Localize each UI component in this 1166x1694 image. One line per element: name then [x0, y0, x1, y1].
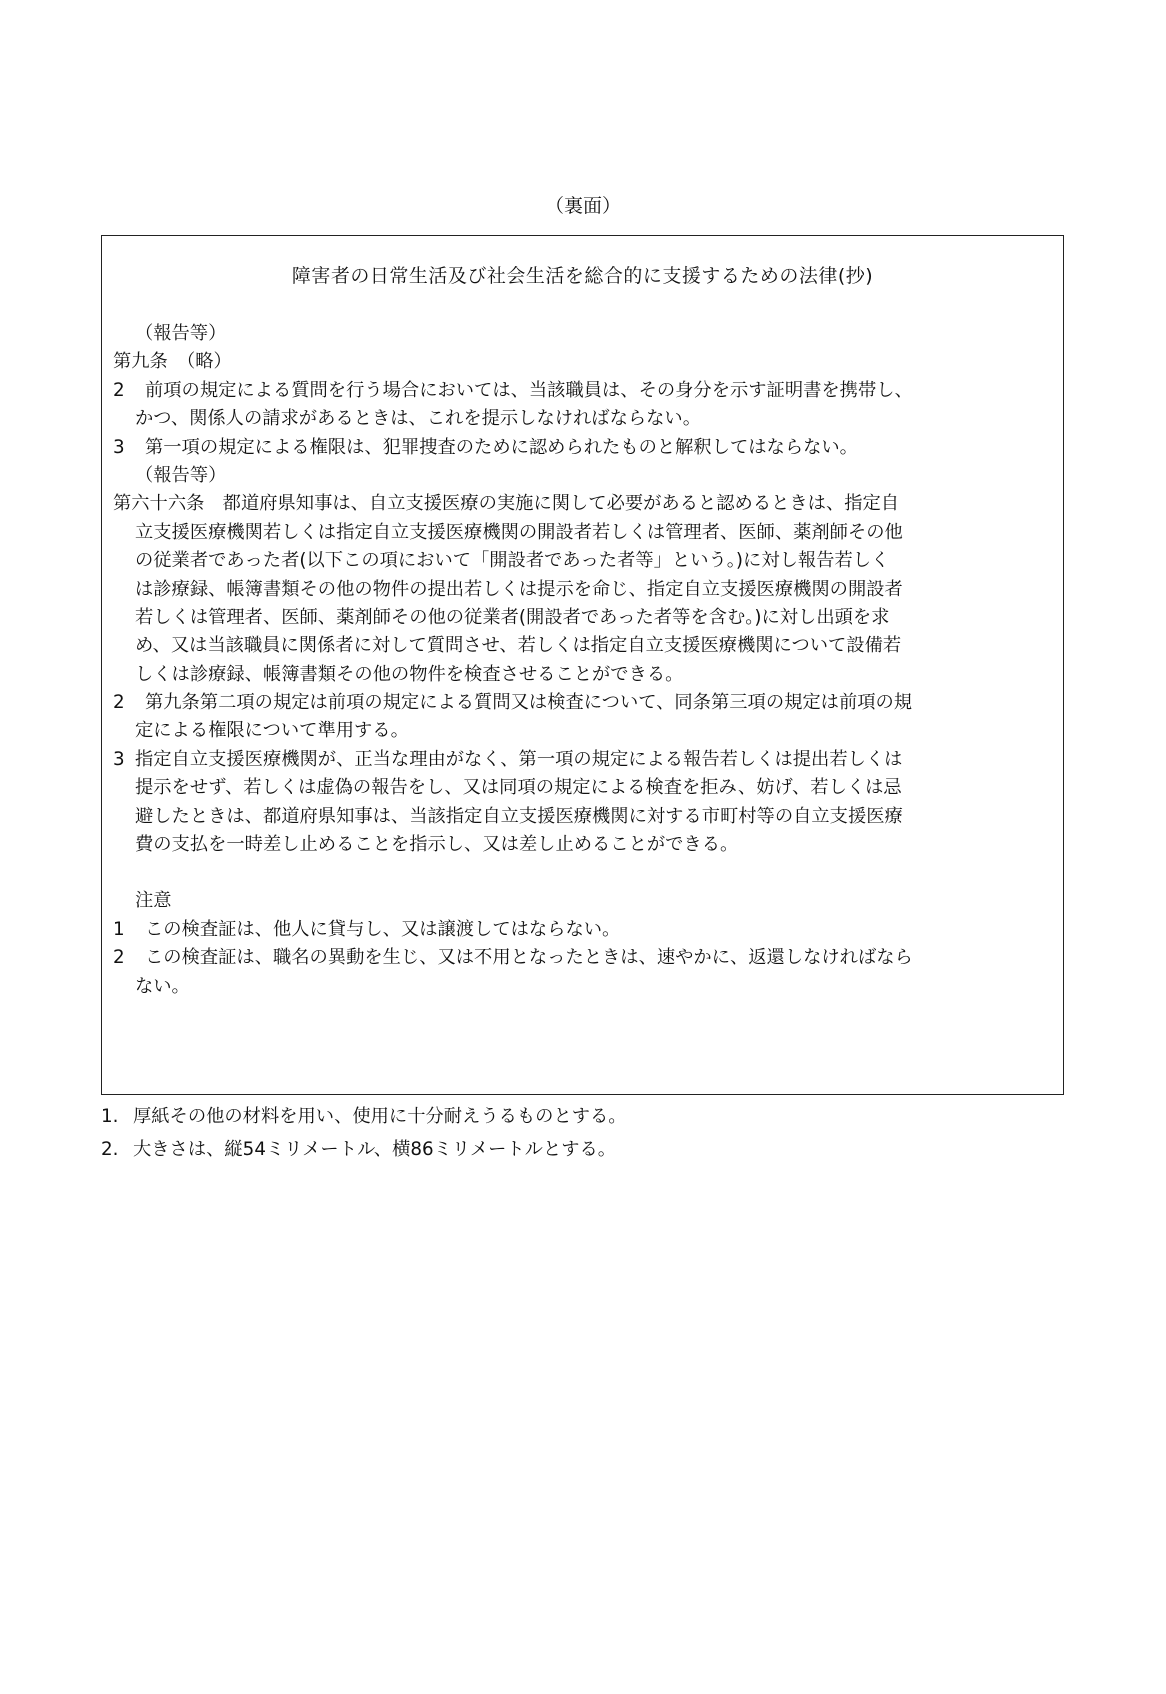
article-text: 第六十六条 都道府県知事は、自立支援医療の実施に関して必要があると認めるときは、指定自 [113, 493, 900, 515]
article-66-paragraph-3 [113, 746, 1058, 860]
article-text: め、又は当該職員に関係者に対して質問させ、若しくは指定自立支援医療機関について設備若 [135, 635, 902, 657]
notice-item-1 [113, 916, 1058, 944]
paragraph-text: 提示をせず、若しくは虚偽の報告をし、又は同項の規定による検査を拒み、妨げ、若しくは忌 [135, 777, 902, 799]
paragraph-text: 避したときは、都道府県知事は、当該指定自立支援医療機関に対する市町村等の自立支援医療 [135, 805, 903, 827]
paragraph-number: 3 [113, 436, 125, 458]
footnote-text: 大きさは、縦54ミリメートル、横86ミリメートルとする。 [133, 1139, 617, 1160]
paragraph-number: 3 [113, 748, 125, 770]
paragraph-text: 第九条第二項の規定は前項の規定による質問又は検査について、同条第三項の規定は前項の規 [145, 692, 913, 714]
paragraph-text: 第一項の規定による権限は、犯罪捜査のために認められたものと解釈してはならない。 [145, 436, 858, 458]
notice-text: ない。 [135, 975, 190, 997]
paragraph-number: 2 [113, 379, 125, 401]
notice-text: この検査証は、他人に貸与し、又は譲渡してはならない。 [145, 918, 621, 940]
article-9-heading: 第九条 （略） [113, 351, 232, 373]
certificate-back-card [101, 235, 1064, 1095]
paragraph-text: 指定自立支援医療機関が、正当な理由がなく、第一項の規定による報告若しくは提出若しくは [135, 748, 903, 770]
article-66 [113, 490, 1058, 689]
footnote-2 [101, 1133, 1064, 1166]
footnote-text: 厚紙その他の材料を用い、使用に十分耐えうるものとする。 [133, 1106, 627, 1127]
paragraph-text: 定による権限について準用する。 [135, 720, 409, 742]
article-text: 立支援医療機関若しくは指定自立支援医療機関の開設者若しくは管理者、医師、薬剤師その他 [135, 521, 903, 543]
article-text: しくは診療録、帳簿書類その他の物件を検査させることができる。 [135, 663, 684, 685]
notice-heading: 注意 [135, 890, 172, 912]
page-heading: （裏面） [544, 195, 621, 217]
footnote-number: 2. [101, 1139, 119, 1160]
article-9-paragraph-2 [113, 377, 1058, 434]
article-text: 若しくは管理者、医師、薬剤師その他の従業者(開設者であった者等を含む。)に対し出頭を求 [135, 606, 890, 628]
law-body [113, 320, 1058, 1001]
notice-text: この検査証は、職名の異動を生じ、又は不用となったときは、速やかに、返還しなければなら [145, 947, 913, 969]
law-title: 障害者の日常生活及び社会生活を総合的に支援するための法律(抄) [291, 265, 874, 287]
notice-number: 1 [113, 918, 125, 940]
article-9-paragraph-3 [113, 434, 1058, 462]
notice-number: 2 [113, 947, 125, 969]
footnotes [101, 1100, 1064, 1166]
footnote-1 [101, 1100, 1064, 1133]
paragraph-number: 2 [113, 692, 125, 714]
article-caption: （報告等） [135, 323, 227, 344]
article-66-paragraph-2 [113, 689, 1058, 746]
notice-item-2 [113, 944, 1058, 1001]
paragraph-text: 前項の規定による質問を行う場合においては、当該職員は、その身分を示す証明書を携帯し、 [145, 379, 913, 401]
footnote-number: 1. [101, 1106, 119, 1127]
paragraph-text: かつ、関係人の請求があるときは、これを提示しなければならない。 [135, 408, 701, 430]
article-caption: （報告等） [135, 464, 227, 486]
article-text: は診療録、帳簿書類その他の物件の提出若しくは提示を命じ、指定自立支援医療機関の開設者 [135, 578, 903, 600]
article-text: の従業者であった者(以下この項において「開設者であった者等」という。)に対し報告若しく [135, 550, 890, 572]
paragraph-text: 費の支払を一時差し止めることを指示し、又は差し止めることができる。 [135, 834, 739, 856]
